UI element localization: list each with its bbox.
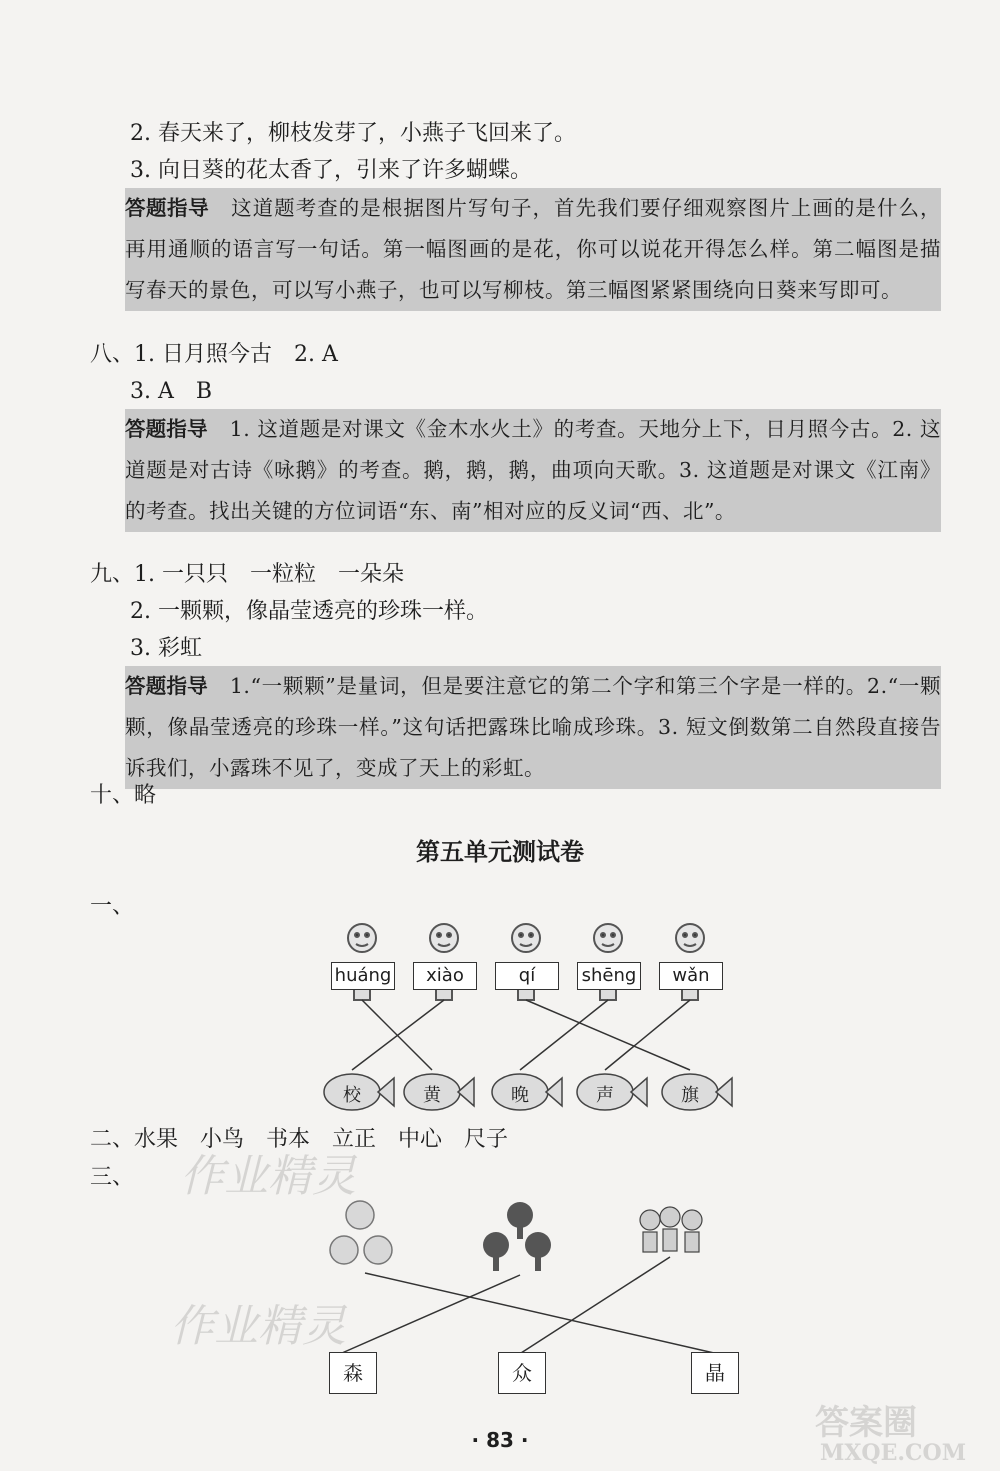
guide-block-8 (125, 409, 941, 532)
answer-8-1: 八、1. 日月照今古 2. A (90, 342, 338, 367)
guide-text: 1.“一颗颗”是量词，但是要注意它的第二个字和第三个字是一样的。2.“一颗颗，像晶莹透亮的珍珠一样。”这句话把露珠比喻成珍珠。3. 短文倒数第二自然段直接告诉我们，小露珠不见了，变成了天上的彩虹。 (125, 674, 942, 780)
watermark: MXQE.COM (820, 1440, 967, 1466)
fish-char: 旗 (681, 1085, 699, 1106)
q1-label: 一、 (90, 894, 135, 919)
pinyin-sign: xiào (413, 962, 477, 990)
sun-icon (330, 1201, 392, 1264)
tree-icon (483, 1202, 551, 1271)
guide-tag: 答题指导 (125, 196, 210, 220)
pinyin-sign: wǎn (659, 962, 723, 990)
answer-10: 十、略 (90, 783, 157, 808)
watermark: 作业精灵 (180, 1151, 356, 1202)
answer-7-2: 2. 春天来了，柳枝发芽了，小燕子飞回来了。 (130, 121, 576, 146)
guide-block-7 (125, 188, 941, 311)
guide-block-9 (125, 666, 941, 789)
q3-matching-figure (320, 1195, 740, 1355)
answer-9-2: 2. 一颗颗，像晶莹透亮的珍珠一样。 (130, 599, 488, 624)
watermark: 作业精灵 (170, 1301, 346, 1352)
guide-text: 1. 这道题是对课文《金木水火土》的考查。天地分上下，日月照今古。2. 这道题是对古诗《咏鹅》的考查。鹅，鹅，鹅，曲项向天歌。3. 这道题是对课文《江南》的考查。找出关键的方位词语“东、南”相对应的反义词“西、北”。 (125, 417, 941, 523)
pinyin-sign: shēng (577, 962, 641, 990)
people-icon (640, 1207, 702, 1252)
q3-label: 三、 (90, 1165, 135, 1190)
watermark: 答案圈 (815, 1403, 917, 1443)
match-lines (352, 1000, 690, 1070)
fish-char: 校 (343, 1085, 361, 1106)
char-box: 森 (329, 1352, 377, 1394)
answer-7-3: 3. 向日葵的花太香了，引来了许多蝴蝶。 (130, 158, 532, 183)
guide-tag: 答题指导 (125, 674, 208, 698)
fish-char: 声 (596, 1085, 614, 1106)
guide-text: 这道题考查的是根据图片写句子，首先我们要仔细观察图片上画的是什么，再用通顺的语言写一句话。第一幅图画的是花，你可以说花开得怎么样。第二幅图是描写春天的景色，可以写小燕子，也可以写柳枝。第三幅图紧紧围绕向日葵来写即可。 (125, 196, 942, 302)
pinyin-sign: huáng (331, 962, 395, 990)
page-number: · 83 · (471, 1428, 529, 1452)
unit-title: 第五单元测试卷 (416, 838, 584, 866)
answer-8-3: 3. A B (130, 379, 213, 404)
answer-9-1: 九、1. 一只只 一粒粒 一朵朵 (90, 562, 404, 587)
pinyin-sign: qí (495, 962, 559, 990)
q2-answer: 二、水果 小鸟 书本 立正 中心 尺子 (90, 1127, 509, 1152)
char-box: 众 (498, 1352, 546, 1394)
fish-char: 晚 (511, 1085, 529, 1106)
fish-char: 黄 (423, 1085, 441, 1106)
char-box: 晶 (691, 1352, 739, 1394)
match-lines (342, 1257, 714, 1353)
answer-9-3: 3. 彩虹 (130, 636, 202, 661)
guide-tag: 答题指导 (125, 417, 208, 441)
